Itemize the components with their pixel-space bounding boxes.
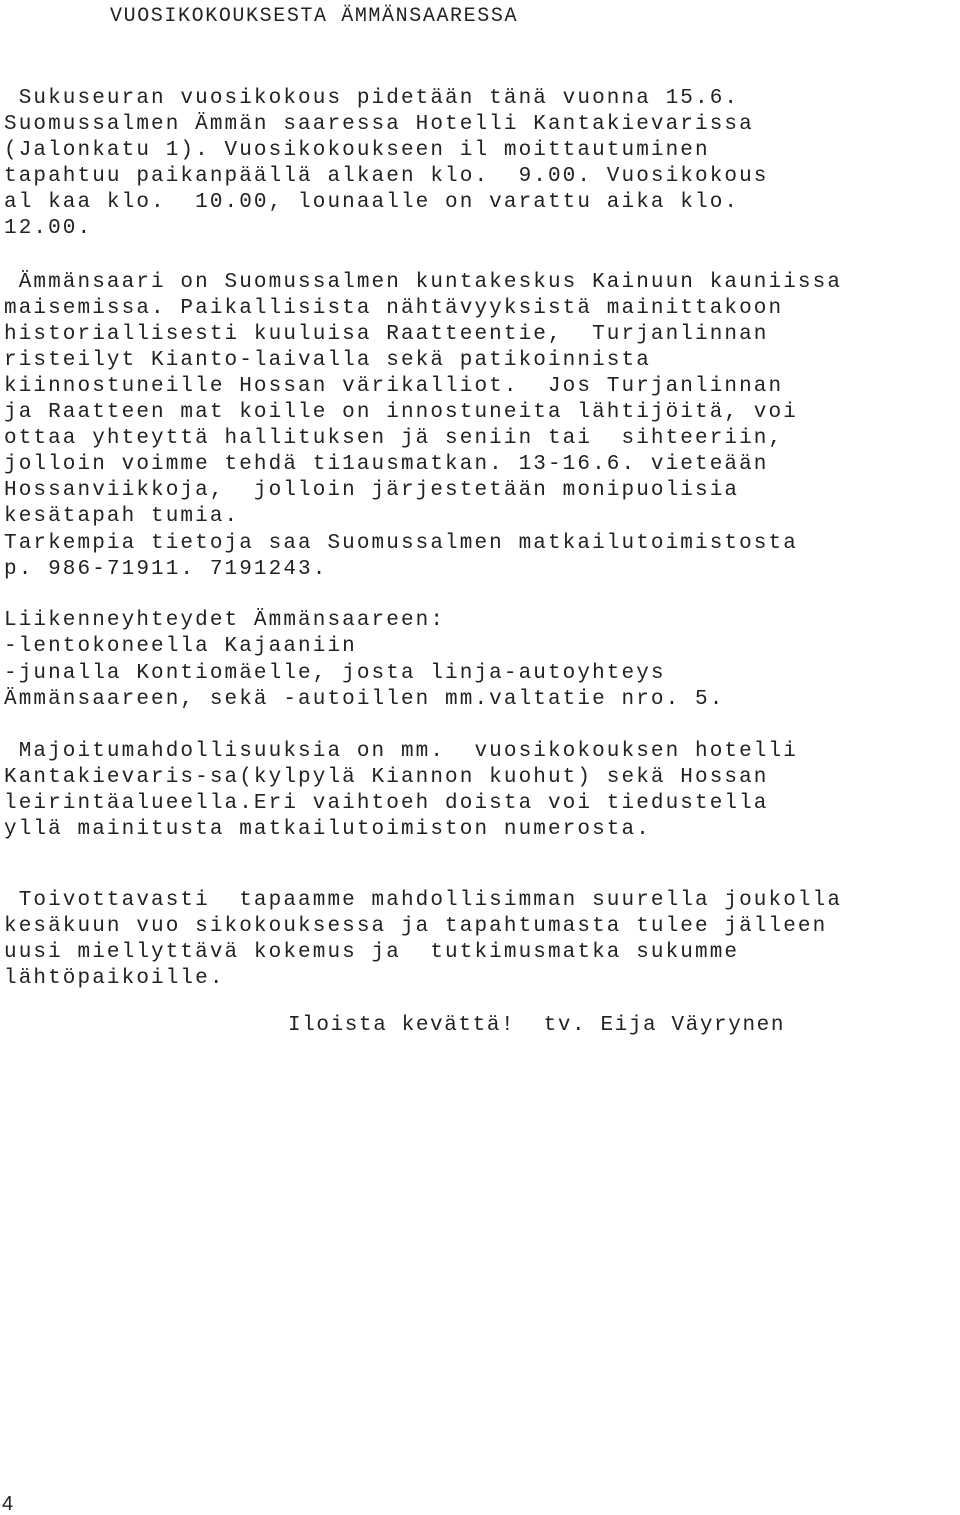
document-title: VUOSIKOKOUKSESTA ÄMMÄNSAARESSA [110,5,519,28]
text-line: jolloin voimme tehdä ti1ausmatkan. 13-16.6. vieteään [4,453,769,476]
text-line: historiallisesti kuuluisa Raatteentie, Turjanlinnan [4,323,769,346]
text-line: Ämmänsaareen, sekä -autoillen mm.valtatie nro. 5. [4,688,725,711]
text-line: leirintäalueella.Eri vaihtoeh doista voi tiedustella [4,792,769,815]
text-line: 12.00. [4,217,93,240]
text-line: Sukuseuran vuosikokous pidetään tänä vuonna 15.6. [4,87,740,110]
page-number: 4 [2,1493,14,1515]
signature: Iloista kevättä! tv. Eija Väyrynen [288,1014,786,1037]
text-line: kiinnostuneille Hossan värikalliot. Jos Turjanlinnan [4,375,784,398]
text-line: yllä mainitusta matkailutoimiston numerosta. [4,818,651,841]
text-line: (Jalonkatu 1). Vuosikokoukseen il moittautuminen [4,139,710,162]
text-line: tapahtuu paikanpäällä alkaen klo. 9.00. Vuosikokous [4,165,769,188]
text-line: lähtöpaikoille. [4,967,225,990]
text-line: ja Raatteen mat koille on innostuneita lähtijöitä, voi [4,401,798,424]
text-line: -junalla Kontiomäelle, josta linja-autoyhteys [4,662,666,685]
text-line: al kaa klo. 10.00, lounaalle on varattu aika klo. [4,191,740,214]
text-line: kesäkuun vuo sikokouksessa ja tapahtumasta tulee jälleen [4,915,828,938]
text-line: p. 986-71911. 7191243. [4,558,328,581]
text-line: Ämmänsaari on Suomussalmen kuntakeskus Kainuun kauniissa [4,271,843,294]
text-line: -lentokoneella Kajaaniin [4,635,357,658]
text-line: maisemissa. Paikallisista nähtävyyksistä mainittakoon [4,297,784,320]
text-line: risteilyt Kianto-laivalla sekä patikoinnista [4,349,651,372]
text-line: Kantakievaris-sa(kylpylä Kiannon kuohut) sekä Hossan [4,766,769,789]
text-line: Hossanviikkoja, jolloin järjestetään monipuolisia [4,479,740,502]
text-line: Toivottavasti tapaamme mahdollisimman suurella joukolla [4,889,843,912]
text-line: Suomussalmen Ämmän saaressa Hotelli Kantakievarissa [4,113,754,136]
text-line: Tarkempia tietoja saa Suomussalmen matkailutoimistosta [4,532,798,555]
text-line: uusi miellyttävä kokemus ja tutkimusmatka sukumme [4,941,740,964]
text-line: Liikenneyhteydet Ämmänsaareen: [4,609,446,632]
text-line: kesätapah tumia. [4,505,240,528]
text-line: ottaa yhteyttä hallituksen jä seniin tai sihteeriin, [4,427,784,450]
text-line: Majoitumahdollisuuksia on mm. vuosikokouksen hotelli [4,740,798,763]
